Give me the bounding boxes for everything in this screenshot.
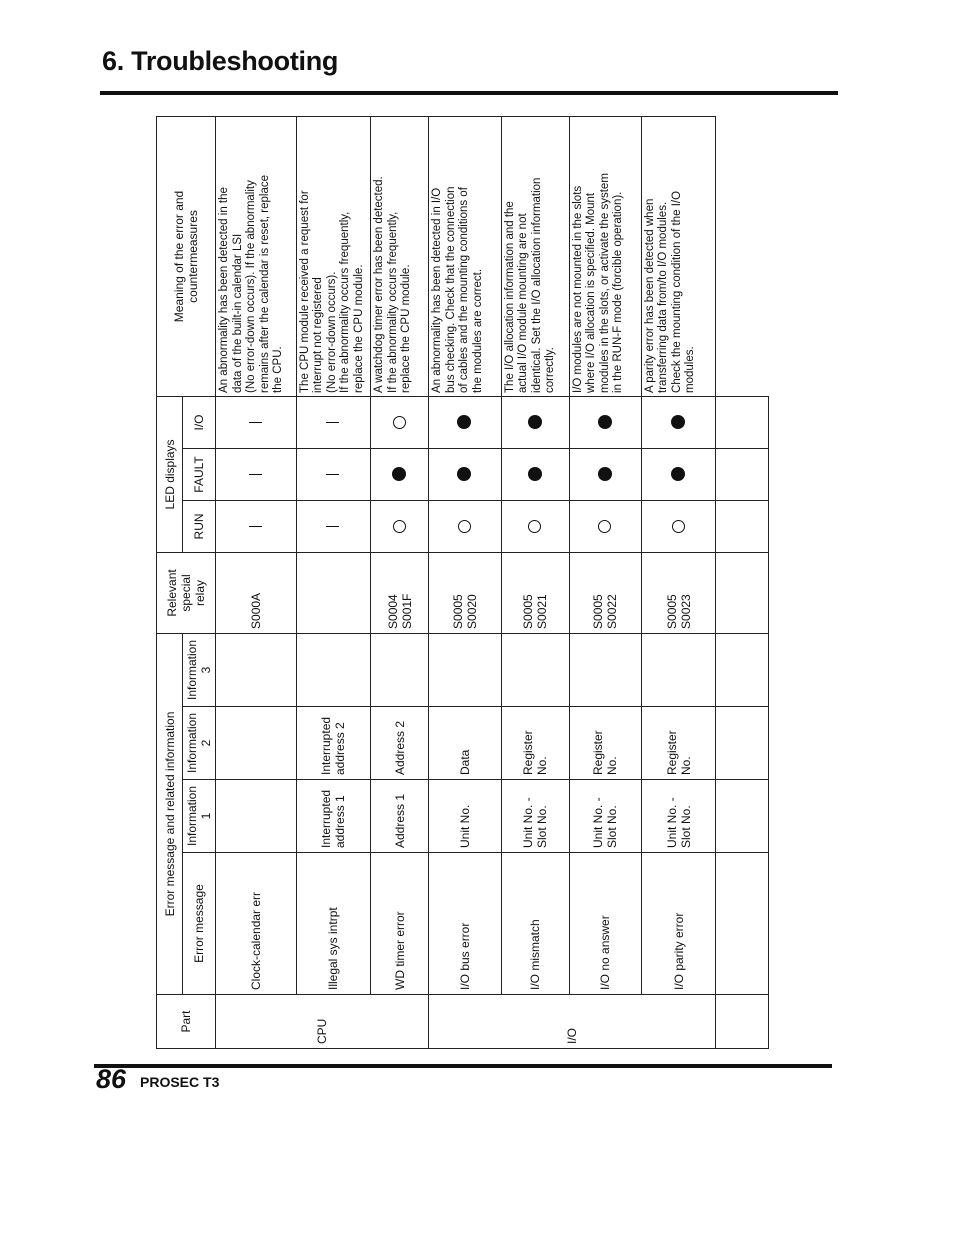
meaning-line: (No error-down occurs). <box>325 271 338 393</box>
meaning-cell <box>296 116 371 396</box>
led-io-cell <box>429 396 501 448</box>
header-led-group: LED displays <box>157 396 183 552</box>
meaning-cell <box>569 116 641 396</box>
meaning-line: where I/O allocation is specified. Mount <box>585 192 598 393</box>
led-fault-cell <box>641 448 715 500</box>
error-table-frame <box>156 117 769 1049</box>
info2-line: Register <box>664 730 679 775</box>
info2-cell <box>216 707 297 780</box>
info1-line: Unit No. <box>457 804 472 848</box>
led-run-cell <box>296 500 371 552</box>
info1-cell <box>641 780 715 853</box>
info2-line: No. <box>535 756 550 775</box>
error-message-cell: I/O no answer <box>569 853 641 995</box>
led-io-cell <box>296 396 371 448</box>
header-info1-line: Information <box>185 785 199 847</box>
info2-line: Data <box>457 749 472 775</box>
led-not-applicable-icon <box>249 526 262 528</box>
info1-line: Slot No. <box>535 805 550 848</box>
header-io: I/O <box>183 396 216 448</box>
header-error-group: Error message and related information <box>157 633 183 994</box>
led-fault-cell <box>501 448 569 500</box>
relay-cell <box>216 552 297 633</box>
info2-line: No. <box>678 756 693 775</box>
info2-cell <box>429 707 501 780</box>
meaning-line: Check the mounting condition of the I/O <box>670 190 683 393</box>
led-io-cell <box>569 396 641 448</box>
error-message-cell: I/O mismatch <box>501 853 569 995</box>
info2-cell <box>371 707 429 780</box>
table-row <box>569 116 641 1048</box>
relay-line: S0005 <box>664 594 679 629</box>
info2-line: Register <box>591 730 606 775</box>
relay-cell <box>296 552 371 633</box>
led-not-applicable-icon <box>326 422 339 424</box>
meaning-line: An abnormality has been detected in I/O <box>431 187 444 393</box>
led-unlit-icon <box>598 520 611 533</box>
table-row <box>501 116 569 1048</box>
relay-line: S0021 <box>535 594 550 629</box>
meaning-cell <box>216 116 297 396</box>
info2-cell <box>501 707 569 780</box>
led-run-cell <box>501 500 569 552</box>
info2-line: address 2 <box>333 722 348 775</box>
info1-cell <box>569 780 641 853</box>
relay-line: S0005 <box>521 594 536 629</box>
led-fault-cell <box>429 448 501 500</box>
error-table <box>156 116 769 1049</box>
meaning-line: the CPU. <box>272 346 284 393</box>
header-relay-line: special <box>179 574 193 612</box>
relay-line: S0022 <box>605 594 620 629</box>
info1-line: Address 1 <box>392 793 407 848</box>
info1-cell <box>429 780 501 853</box>
empty-cell <box>716 853 769 995</box>
header-relay-line: relay <box>193 579 207 606</box>
info2-line: No. <box>605 756 620 775</box>
meaning-line: If the abnormality occurs frequently, <box>386 211 399 393</box>
led-io-cell <box>501 396 569 448</box>
page-title: 6. Troubleshooting <box>102 46 339 76</box>
info1-cell <box>501 780 569 853</box>
info1-line: address 1 <box>333 795 348 848</box>
empty-cell <box>716 552 769 633</box>
relay-cell <box>429 552 501 633</box>
meaning-line: in the RUN-F mode (forcible operation). <box>612 191 625 393</box>
meaning-line: of cables and the mounting conditions of <box>458 187 471 393</box>
meaning-line: bus checking. Check that the connection <box>444 186 457 393</box>
info1-cell <box>296 780 371 853</box>
led-lit-icon <box>598 467 612 481</box>
error-message-cell: I/O bus error <box>429 853 501 995</box>
led-not-applicable-icon <box>326 526 339 528</box>
meaning-line: remains after the calendar is reset, replace <box>258 175 271 393</box>
relay-line: S001F <box>399 593 414 629</box>
header-info2 <box>183 707 216 780</box>
table-row-empty <box>716 116 769 1048</box>
led-lit-icon <box>457 467 471 481</box>
meaning-line: modules in the slots, or activate the system <box>598 173 611 393</box>
meaning-cell <box>429 116 501 396</box>
info1-line: Slot No. <box>678 805 693 848</box>
header-info1 <box>183 780 216 853</box>
relay-cell <box>641 552 715 633</box>
meaning-cell <box>641 116 715 396</box>
led-fault-cell <box>569 448 641 500</box>
relay-line: S0020 <box>464 594 479 629</box>
info3-cell <box>371 633 429 706</box>
relay-line: S0004 <box>385 594 400 629</box>
relay-line: S0023 <box>678 594 693 629</box>
empty-cell <box>716 633 769 706</box>
header-part: Part <box>157 995 216 1049</box>
table-row <box>429 116 501 1048</box>
led-lit-icon <box>598 415 612 429</box>
meaning-line: data of the built-in calendar LSI <box>231 233 244 393</box>
meaning-line: identical. Set the I/O allocation information <box>530 177 543 393</box>
table-row <box>216 116 297 1048</box>
relay-cell <box>501 552 569 633</box>
table-row <box>296 116 371 1048</box>
footer-rule <box>94 1064 832 1068</box>
meaning-line: replace the CPU module. <box>352 264 365 393</box>
meaning-line: The CPU module received a request for <box>298 190 311 393</box>
page-number: 86 <box>96 1064 127 1094</box>
relay-cell <box>569 552 641 633</box>
meaning-line: The I/O allocation information and the <box>503 201 516 393</box>
info1-line: Slot No. <box>605 805 620 848</box>
error-message-cell: WD timer error <box>371 853 429 995</box>
header-info2-line: 2 <box>199 739 213 747</box>
info3-cell <box>569 633 641 706</box>
meaning-line: An abnormality has been detected in the <box>218 187 230 393</box>
error-message-cell: I/O parity error <box>641 853 715 995</box>
led-unlit-icon <box>393 416 406 429</box>
header-meaning-line: countermeasures <box>186 210 200 303</box>
header-rule <box>100 91 838 95</box>
error-message-cell: Illegal sys intrpt <box>296 853 371 995</box>
led-not-applicable-icon <box>326 474 339 476</box>
info3-cell <box>641 633 715 706</box>
led-lit-icon <box>671 467 685 481</box>
meaning-line: (No error-down occurs). If the abnormality <box>245 180 257 393</box>
meaning-line: A watchdog timer error has been detected. <box>373 176 386 393</box>
product-name: PROSEC T3 <box>140 1074 220 1090</box>
part-cell: I/O <box>429 995 716 1049</box>
info1-line: Interrupted <box>319 789 334 848</box>
error-table-body <box>216 116 769 1048</box>
led-io-cell <box>371 396 429 448</box>
header-info1-line: 1 <box>199 812 213 820</box>
header-relay <box>157 552 216 633</box>
info2-line: Interrupted <box>319 716 334 775</box>
header-meaning-line: Meaning of the error and <box>172 190 186 323</box>
meaning-line: transferring data from/to I/O modules. <box>657 201 670 393</box>
empty-cell <box>716 396 769 448</box>
header-error-message: Error message <box>183 853 216 995</box>
led-lit-icon <box>528 467 542 481</box>
part-cell: CPU <box>216 995 429 1049</box>
header-relay-line: Relevant <box>165 569 179 617</box>
info1-cell <box>216 780 297 853</box>
header-info3 <box>183 633 216 706</box>
header-info2-line: Information <box>185 712 199 774</box>
table-row <box>371 116 429 1048</box>
info3-cell <box>296 633 371 706</box>
meaning-line: If the abnormality occurs frequently, <box>339 211 352 393</box>
led-fault-cell <box>216 448 297 500</box>
led-unlit-icon <box>528 520 541 533</box>
meaning-line: interrupt not registered <box>312 277 325 393</box>
meaning-line: A parity error has been detected when <box>643 198 656 393</box>
led-unlit-icon <box>672 520 685 533</box>
led-fault-cell <box>296 448 371 500</box>
info1-line: Unit No. - <box>521 797 536 848</box>
meaning-line: replace the CPU module. <box>400 264 413 393</box>
empty-cell <box>716 995 769 1049</box>
info1-cell <box>371 780 429 853</box>
relay-line: S0005 <box>591 594 606 629</box>
led-not-applicable-icon <box>249 474 262 476</box>
info2-cell <box>296 707 371 780</box>
led-run-cell <box>641 500 715 552</box>
led-lit-icon <box>671 415 685 429</box>
meaning-line: correctly. <box>544 347 557 393</box>
led-unlit-icon <box>458 520 471 533</box>
meaning-line: actual I/O module mounting are not <box>517 213 530 393</box>
empty-cell <box>716 780 769 853</box>
led-io-cell <box>216 396 297 448</box>
relay-line: S000A <box>248 592 263 629</box>
led-run-cell <box>569 500 641 552</box>
info2-cell <box>641 707 715 780</box>
header-info3-line: Information <box>185 639 199 700</box>
led-io-cell <box>641 396 715 448</box>
info2-line: Address 2 <box>392 720 407 775</box>
info1-line: Unit No. - <box>591 797 606 848</box>
meaning-line: I/O modules are not mounted in the slots <box>571 185 584 393</box>
error-message-cell: Clock-calendar err <box>216 853 297 995</box>
info1-line: Unit No. - <box>664 797 679 848</box>
relay-line: S0005 <box>450 594 465 629</box>
led-lit-icon <box>528 415 542 429</box>
error-table-rotated <box>156 117 769 1049</box>
empty-cell <box>716 707 769 780</box>
led-lit-icon <box>392 467 406 481</box>
led-fault-cell <box>371 448 429 500</box>
header-info3-line: 3 <box>199 666 213 674</box>
info2-line: Register <box>521 730 536 775</box>
led-run-cell <box>216 500 297 552</box>
empty-cell <box>716 500 769 552</box>
meaning-line: modules. <box>684 346 697 393</box>
empty-cell <box>716 448 769 500</box>
meaning-cell <box>371 116 429 396</box>
info3-cell <box>216 633 297 706</box>
header-meaning <box>157 116 216 396</box>
led-run-cell <box>429 500 501 552</box>
meaning-line: the modules are correct. <box>471 268 484 393</box>
led-run-cell <box>371 500 429 552</box>
led-unlit-icon <box>393 520 406 533</box>
led-lit-icon <box>457 415 471 429</box>
header-run: RUN <box>183 500 216 552</box>
info3-cell <box>429 633 501 706</box>
meaning-cell <box>501 116 569 396</box>
info3-cell <box>501 633 569 706</box>
relay-cell <box>371 552 429 633</box>
header-fault: FAULT <box>183 448 216 500</box>
table-row <box>641 116 715 1048</box>
info2-cell <box>569 707 641 780</box>
led-not-applicable-icon <box>249 422 262 424</box>
